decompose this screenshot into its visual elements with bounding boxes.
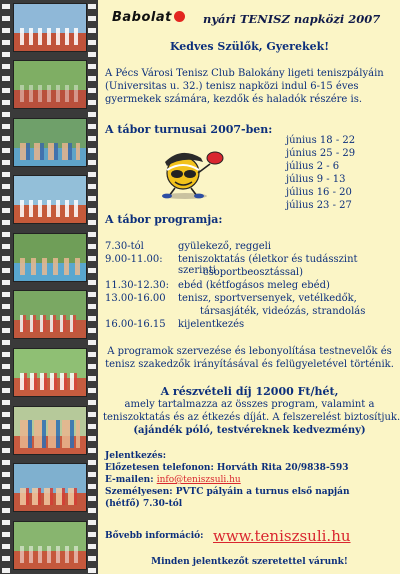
- email-link[interactable]: info@teniszsuli.hu: [156, 475, 241, 485]
- header: [103, 6, 396, 28]
- brand-logo: [112, 10, 185, 26]
- tennis-ball-icon: [174, 11, 185, 22]
- apply-phone: Előzetesen telefonon: Horváth Rita 20/9838-593: [105, 463, 349, 473]
- intro-line: A Pécs Városi Tenisz Club Balokány ligeti teniszpályáin: [105, 68, 384, 79]
- program-activity: társasjáték, videózás, strandolás: [200, 306, 366, 317]
- program-activity: csoportbeosztással): [203, 267, 304, 278]
- organizing-line: A programok szervezése és lebonyolítása testnevelők és: [107, 346, 392, 357]
- more-info-label: Bővebb információ:: [105, 531, 204, 541]
- program-activity: gyülekező, reggeli: [178, 241, 272, 252]
- turn-date: július 23 - 27: [286, 200, 352, 211]
- program-time: 16.00-16.15: [105, 319, 166, 330]
- organizing-line: tenisz szakedzők irányításával és felügyeletével történik.: [105, 359, 394, 370]
- turns-title: A tábor turnusai 2007-ben:: [105, 123, 273, 136]
- flyer-content: [103, 0, 400, 574]
- fee-line: teniszoktatás és az étkezés díját. A felszerelést biztosítjuk.: [103, 412, 400, 423]
- fee-line: amely tartalmazza az összes program, valamint a: [124, 399, 375, 410]
- turn-date: július 16 - 20: [286, 187, 352, 198]
- program-title: A tábor programja:: [105, 213, 223, 226]
- turn-date: június 18 - 22: [286, 135, 356, 146]
- website-link[interactable]: www.teniszsuli.hu: [213, 527, 351, 545]
- closing-line: Minden jelentkezőt szeretettel várunk!: [151, 557, 348, 567]
- program-time: 13.00-16.00: [105, 293, 166, 304]
- photo-frame: [13, 60, 87, 109]
- program-time: 7.30-tól: [105, 241, 144, 252]
- turn-date: július 9 - 13: [286, 174, 346, 185]
- fee-extra: (ajándék póló, testvéreknek kedvezmény): [133, 425, 366, 436]
- turn-date: július 2 - 6: [286, 161, 340, 172]
- photo-frame: [13, 521, 87, 570]
- apply-email-row: [105, 475, 241, 485]
- photo-frame: [13, 175, 87, 224]
- intro-line: (Universitas u. 32.) tenisz napközi indul 6-15 éves: [105, 81, 359, 92]
- apply-title: Jelentkezés:: [105, 451, 167, 461]
- brand-name: Babolat: [112, 10, 172, 25]
- photo-frame: [13, 233, 87, 282]
- photo-frame: [13, 348, 87, 397]
- film-perforation-right: [88, 0, 96, 574]
- intro-line: gyermekek számára, kezdők és haladók részére is.: [105, 94, 363, 105]
- film-strip: [0, 0, 98, 574]
- film-perforation-left: [2, 0, 10, 574]
- fee-headline: A részvételi díj 12000 Ft/hét,: [160, 385, 339, 398]
- program-time: 9.00-11.00:: [105, 254, 163, 265]
- photo-frame: [13, 3, 87, 52]
- apply-inperson-time: (hétfő) 7.30-tól: [105, 499, 183, 509]
- apply-email-label: E-mailen:: [105, 475, 157, 485]
- photo-frame: [13, 463, 87, 512]
- photo-frame: [13, 118, 87, 167]
- program-activity: ebéd (kétfogásos meleg ebéd): [178, 280, 330, 291]
- program-activity: kijelentkezés: [178, 319, 245, 330]
- greeting: Kedves Szülők, Gyerekek!: [169, 40, 330, 53]
- photo-frame: [13, 290, 87, 339]
- turn-date: június 25 - 29: [286, 148, 356, 159]
- program-time: 11.30-12.30:: [105, 280, 170, 291]
- program-activity: teniszoktatás (életkor és tudásszint szerinti: [178, 254, 358, 276]
- photo-frame: [13, 406, 87, 455]
- tennis-ball-mascot-icon: [155, 140, 225, 200]
- program-activity: tenisz, sportversenyek, vetélkedők,: [178, 293, 357, 304]
- apply-inperson: Személyesen: PVTC pályáin a turnus első napján: [105, 487, 350, 497]
- flyer-title: nyári TENISZ napközi 2007: [203, 12, 381, 26]
